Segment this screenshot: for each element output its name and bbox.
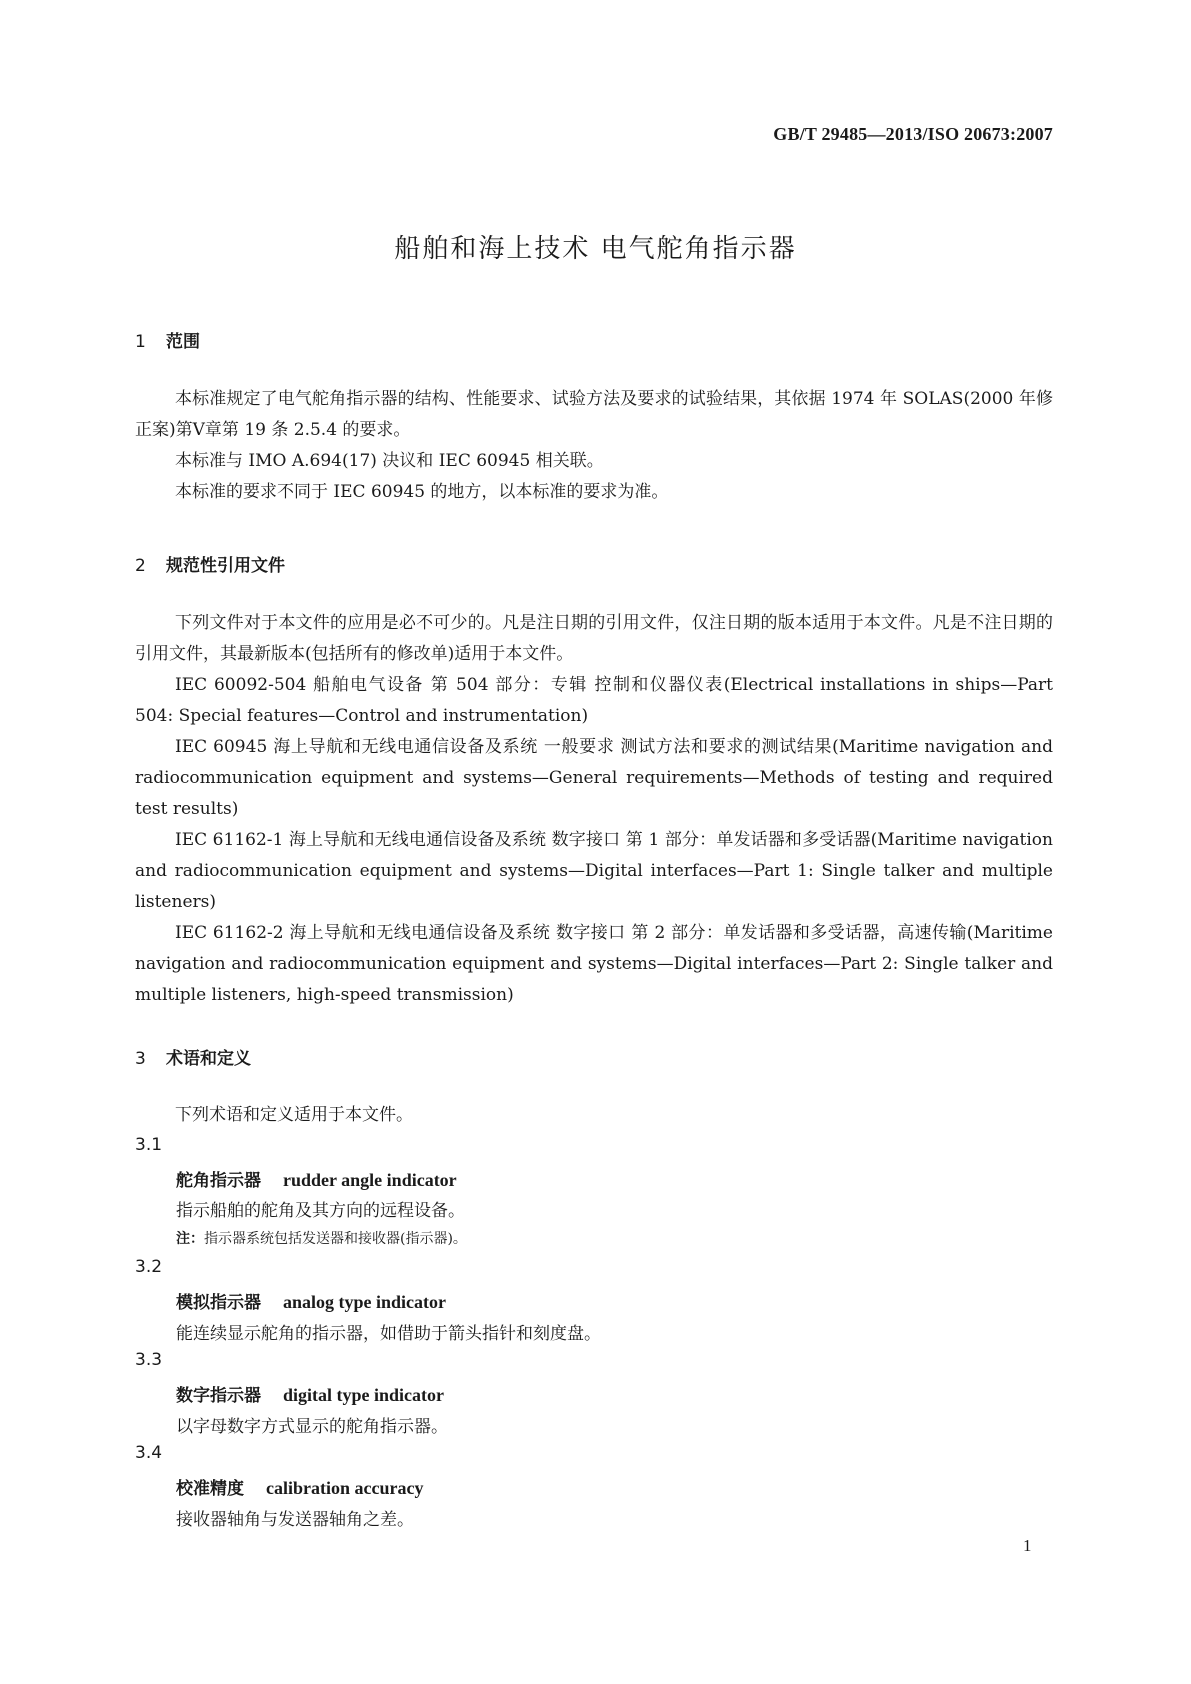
term-heading	[176, 1166, 457, 1191]
term-en: digital type indicator	[283, 1385, 444, 1405]
normative-intro: 下列文件对于本文件的应用是必不可少的。凡是注日期的引用文件，仅注日期的版本适用于本文件。凡是不注日期的引用文件，其最新版本(包括所有的修改单)适用于本文件。	[135, 613, 1053, 664]
term-note	[176, 1228, 467, 1248]
term-heading	[176, 1474, 423, 1499]
clause-number: 3.3	[135, 1350, 163, 1370]
reference-iec-60092-504: IEC 60092-504 船舶电气设备 第 504 部分：专辑 控制和仪器仪表(Electrical installations in ships—Part 504: Special features—Control and instrumentation)	[135, 675, 1053, 726]
clause-number: 3.2	[135, 1257, 163, 1277]
scope-paragraph-1: 本标准规定了电气舵角指示器的结构、性能要求、试验方法及要求的试验结果，其依据 1974 年 SOLAS(2000 年修正案)第Ⅴ章第 19 条 2.5.4 的要求。	[135, 389, 1053, 440]
section-number: 2	[135, 556, 146, 576]
section-title: 范围	[166, 332, 200, 352]
section-title: 规范性引用文件	[166, 556, 285, 576]
term-definition: 以字母数字方式显示的舵角指示器。	[176, 1417, 448, 1437]
term-definition: 指示船舶的舵角及其方向的远程设备。	[176, 1201, 465, 1221]
standard-code: GB/T 29485—2013/ISO 20673:2007	[773, 124, 1053, 144]
note-label: 注：	[176, 1231, 204, 1247]
section-3-heading	[135, 1044, 251, 1069]
scope-paragraph-3: 本标准的要求不同于 IEC 60945 的地方，以本标准的要求为准。	[175, 482, 669, 502]
section-number: 3	[135, 1049, 146, 1069]
term-definition: 接收器轴角与发送器轴角之差。	[176, 1510, 414, 1530]
term-en: analog type indicator	[283, 1292, 447, 1312]
section-2-heading	[135, 551, 285, 576]
document-title: 船舶和海上技术 电气舵角指示器	[394, 234, 797, 264]
page-number: 1	[1023, 1536, 1032, 1555]
reference-iec-61162-1: IEC 61162-1 海上导航和无线电通信设备及系统 数字接口 第 1 部分：单发话器和多受话器(Maritime navigation and radiocommunication equipment and systems—Digital interfaces—Part 1: Single talker and multiple listeners)	[135, 830, 1053, 912]
clause-number: 3.4	[135, 1443, 163, 1463]
term-zh: 模拟指示器	[176, 1293, 261, 1313]
reference-iec-61162-2: IEC 61162-2 海上导航和无线电通信设备及系统 数字接口 第 2 部分：单发话器和多受话器，高速传输(Maritime navigation and radiocommunication equipment and systems—Digital interfaces—Part 2: Single talker and multiple listeners, high-speed transmission)	[135, 923, 1053, 1005]
term-definition: 能连续显示舵角的指示器，如借助于箭头指针和刻度盘。	[176, 1324, 601, 1344]
term-heading	[176, 1381, 444, 1406]
reference-iec-60945: IEC 60945 海上导航和无线电通信设备及系统 一般要求 测试方法和要求的测试结果(Maritime navigation and radiocommunication equipment and systems—General requirements—Methods of testing and required test results)	[135, 737, 1053, 819]
terms-intro: 下列术语和定义适用于本文件。	[175, 1105, 413, 1125]
term-zh: 数字指示器	[176, 1386, 261, 1406]
term-en: calibration accuracy	[266, 1478, 424, 1498]
section-title: 术语和定义	[166, 1049, 251, 1069]
scope-paragraph-2: 本标准与 IMO A.694(17) 决议和 IEC 60945 相关联。	[175, 451, 604, 471]
clause-number: 3.1	[135, 1135, 163, 1155]
term-heading	[176, 1288, 446, 1313]
term-zh: 校准精度	[176, 1479, 244, 1499]
section-number: 1	[135, 332, 146, 352]
term-en: rudder angle indicator	[283, 1170, 457, 1190]
section-1-heading	[135, 327, 200, 352]
note-text: 指示器系统包括发送器和接收器(指示器)。	[204, 1231, 467, 1247]
term-zh: 舵角指示器	[176, 1171, 261, 1191]
